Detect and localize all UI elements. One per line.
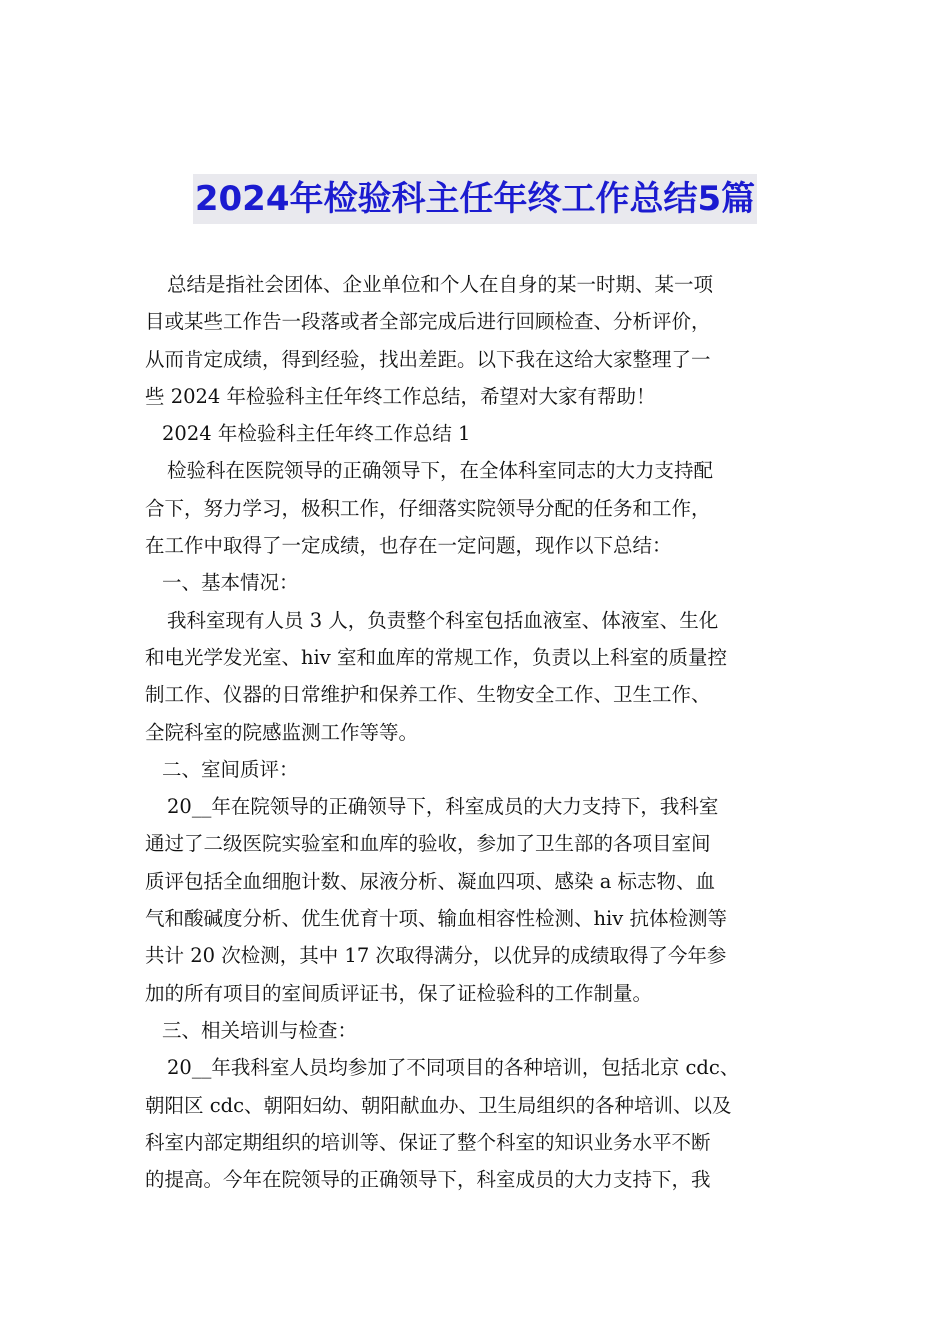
paragraph-line: 质评包括全血细胞计数、尿液分析、凝血四项、感染 a 标志物、血 bbox=[145, 869, 716, 893]
paragraph-line: 些 2024 年检验科主任年终工作总结，希望对大家有帮助！ bbox=[145, 384, 656, 408]
paragraph-line: 和电光学发光室、hiv 室和血库的常规工作，负责以上科室的质量控 bbox=[145, 645, 728, 669]
section-heading: 一、基本情况： bbox=[162, 571, 299, 595]
section-heading: 二、室间质评： bbox=[162, 757, 299, 781]
paragraph-line: 共计 20 次检测，其中 17 次取得满分，以优异的成绩取得了今年参 bbox=[145, 944, 727, 968]
paragraph-line: 20__年我科室人员均参加了不同项目的各种培训，包括北京 cdc、 bbox=[167, 1056, 740, 1080]
paragraph-line: 科室内部定期组织的培训等、保证了整个科室的知识业务水平不断 bbox=[145, 1130, 711, 1154]
paragraph-line: 气和酸碱度分析、优生优育十项、输血相容性检测、hiv 抗体检测等 bbox=[145, 907, 728, 931]
section-subtitle: 2024 年检验科主任年终工作总结 1 bbox=[162, 422, 471, 446]
paragraph-line: 20__年在院领导的正确领导下，科室成员的大力支持下，我科室 bbox=[167, 795, 719, 819]
paragraph-line: 的提高。今年在院领导的正确领导下，科室成员的大力支持下，我 bbox=[145, 1168, 711, 1192]
paragraph-line: 在工作中取得了一定成绩，也存在一定问题，现作以下总结： bbox=[145, 534, 672, 558]
paragraph-line: 全院科室的院感监测工作等等。 bbox=[145, 720, 419, 744]
paragraph-line: 从而肯定成绩，得到经验，找出差距。以下我在这给大家整理了一 bbox=[145, 347, 711, 371]
section-heading: 三、相关培训与检查： bbox=[162, 1018, 358, 1042]
paragraph-line: 朝阳区 cdc、朝阳妇幼、朝阳献血办、卫生局组织的各种培训、以及 bbox=[145, 1093, 732, 1117]
paragraph-line: 加的所有项目的室间质评证书，保了证检验科的工作制量。 bbox=[145, 981, 653, 1005]
paragraph-line: 合下，努力学习，极积工作，仔细落实院领导分配的任务和工作， bbox=[145, 496, 711, 520]
paragraph-line: 总结是指社会团体、企业单位和个人在自身的某一时期、某一项 bbox=[167, 273, 714, 296]
paragraph-line: 我科室现有人员 3 人，负责整个科室包括血液室、体液室、生化 bbox=[167, 608, 719, 632]
document-body bbox=[145, 266, 807, 1198]
paragraph-line: 通过了二级医院实验室和血库的验收，参加了卫生部的各项目室间 bbox=[145, 832, 711, 856]
document-title: 2024年检验科主任年终工作总结5篇 bbox=[193, 174, 757, 224]
paragraph-line: 目或某些工作告一段落或者全部完成后进行回顾检查、分析评价， bbox=[145, 310, 711, 334]
paragraph-line: 制工作、仪器的日常维护和保养工作、生物安全工作、卫生工作、 bbox=[145, 683, 711, 707]
paragraph-line: 检验科在医院领导的正确领导下，在全体科室同志的大力支持配 bbox=[167, 459, 714, 483]
title-wrap bbox=[0, 174, 950, 224]
